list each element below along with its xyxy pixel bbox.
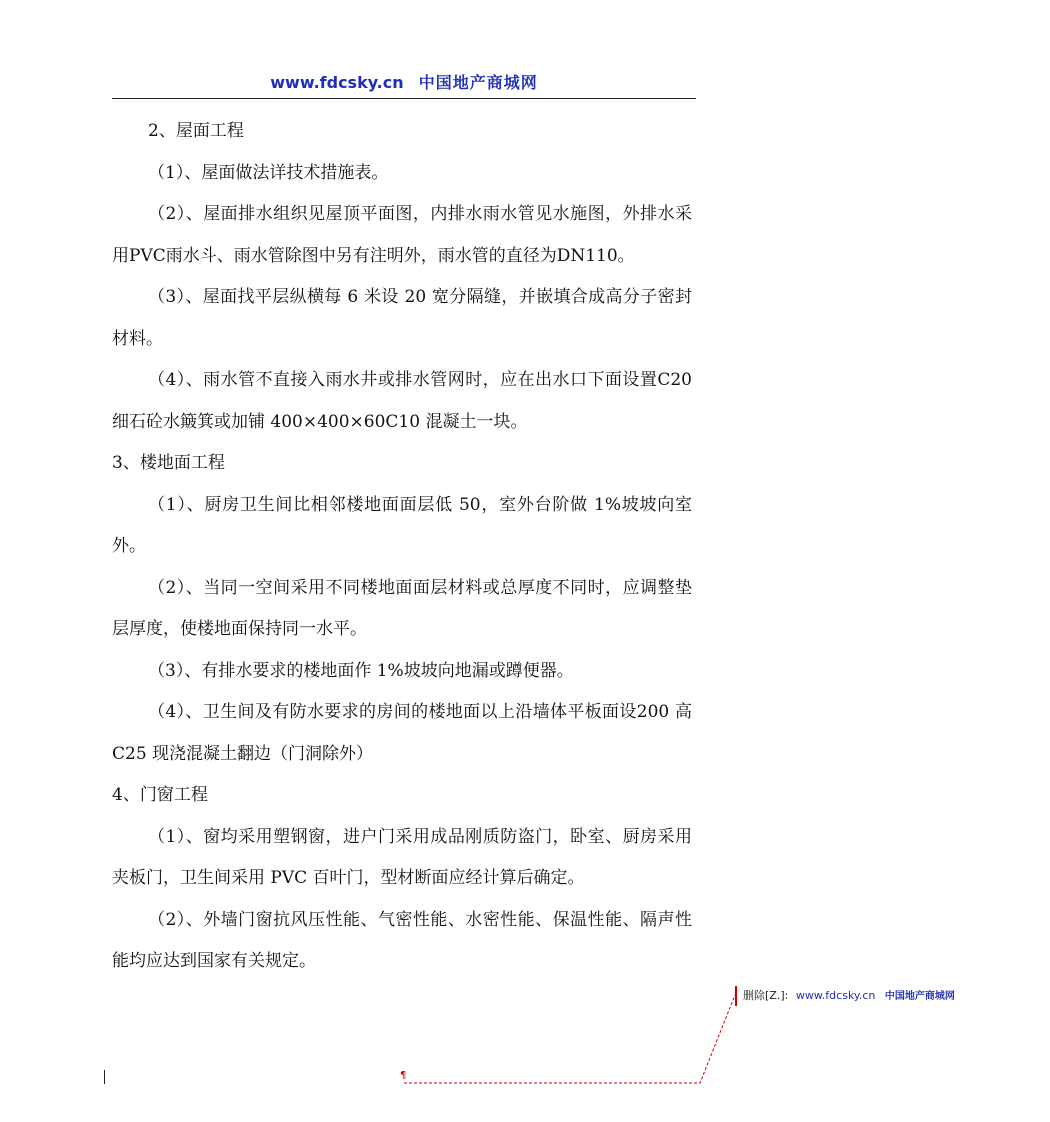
- paragraph: （1）、屋面做法详技术措施表。: [148, 162, 389, 183]
- section-heading-roof: 2、屋面工程: [148, 121, 244, 141]
- revision-connector-line: [404, 995, 735, 1083]
- pilcrow-mark: ¶: [400, 1070, 407, 1081]
- section-heading-doors-windows: 4、门窗工程: [112, 785, 208, 805]
- header-site-title: 中国地产商城网: [418, 73, 538, 92]
- paragraph: （4）、卫生间及有防水要求的房间的楼地面以上沿墙体平板面设200 高 C25 现浇混凝土翻边（门洞除外）: [112, 702, 692, 764]
- paragraph: （3）、有排水要求的楼地面作 1%坡坡向地漏或蹲便器。: [148, 660, 574, 681]
- paragraph: （2）、外墙门窗抗风压性能、气密性能、水密性能、保温性能、隔声性能均应达到国家有关规定。: [112, 909, 692, 971]
- header-site-url[interactable]: www.fdcsky.cn: [270, 73, 404, 92]
- document-body: [112, 111, 692, 983]
- revision-site-url: www.fdcsky.cn: [795, 989, 876, 1002]
- paragraph: （1）、厨房卫生间比相邻楼地面面层低 50，室外台阶做 1%坡坡向室外。: [112, 494, 692, 556]
- paragraph: （3）、屋面找平层纵横每 6 米设 20 宽分隔缝，并嵌填合成高分子密封材料。: [112, 287, 692, 349]
- section-heading-floor: 3、楼地面工程: [112, 453, 225, 473]
- page-header: [112, 70, 696, 99]
- revision-site-title: 中国地产商城网: [884, 991, 955, 1002]
- revision-balloon[interactable]: [735, 986, 955, 1006]
- paragraph: （2）、屋面排水组织见屋顶平面图，内排水雨水管见水施图，外排水采用PVC雨水斗、雨水管除图中另有注明外，雨水管的直径为DN110。: [112, 204, 692, 266]
- cursor-margin-line: [104, 1070, 105, 1084]
- paragraph: （1）、窗均采用塑钢窗，进户门采用成品刚质防盗门，卧室、厨房采用夹板门，卫生间采用 PVC 百叶门，型材断面应经计算后确定。: [112, 826, 692, 888]
- revision-label: 删除[Z.]:: [743, 989, 789, 1002]
- paragraph: （4）、雨水管不直接入雨水井或排水管网时，应在出水口下面设置C20 细石砼水簸箕或加铺 400×400×60C10 混凝土一块。: [112, 370, 692, 432]
- paragraph: （2）、当同一空间采用不同楼地面面层材料或总厚度不同时，应调整垫层厚度，使楼地面保持同一水平。: [112, 577, 692, 639]
